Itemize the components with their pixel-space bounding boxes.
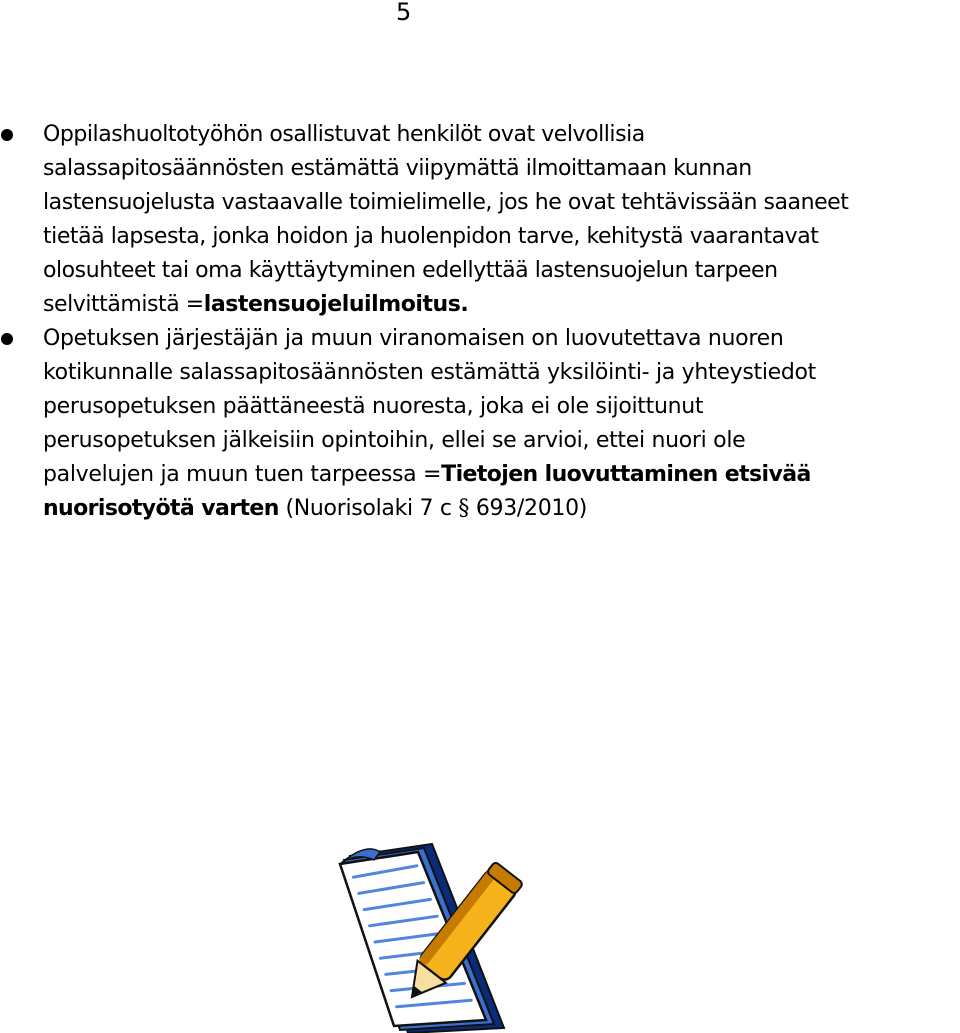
text-line: Opetuksen järjestäjän ja muun viranomaisen on luovutettava nuoren <box>43 326 784 351</box>
bullet-item-child-protection <box>0 118 960 322</box>
bullet-item-data-disclosure <box>0 322 960 526</box>
emphasis-youth-work: nuorisotyötä varten <box>43 496 279 521</box>
page-number: 5 <box>396 0 412 26</box>
text-line <box>43 458 960 492</box>
bullet-dot-icon <box>1 333 13 345</box>
bullet-dot-icon <box>1 129 13 141</box>
bullet-list <box>0 118 960 526</box>
text-fragment: selvittämistä = <box>43 292 204 317</box>
text-line: kotikunnalle salassapitosäännösten estämättä yksilöinti- ja yhteystiedot <box>43 360 817 385</box>
text-fragment: 693/2010) <box>469 496 588 521</box>
text-line: lastensuojelusta vastaavalle toimielimelle, jos he ovat tehtävissään saaneet <box>43 190 849 215</box>
text-line: perusopetuksen jälkeisiin opintoihin, ellei se arvioi, ettei nuori ole <box>43 428 746 453</box>
text-fragment: palvelujen ja muun tuen tarpeessa = <box>43 462 442 487</box>
text-line: salassapitosäännösten estämättä viipymättä ilmoittamaan kunnan <box>43 156 752 181</box>
text-line: olosuhteet tai oma käyttäytyminen edellyttää lastensuojelun tarpeen <box>43 258 778 283</box>
notepad-with-pencil-icon <box>336 838 562 1033</box>
text-line: perusopetuksen päättäneestä nuoresta, joka ei ole sijoittunut <box>43 394 704 419</box>
emphasis-child-protection-notice: lastensuojeluilmoitus. <box>203 292 469 317</box>
text-line <box>43 492 960 526</box>
text-line: Oppilashuoltotyöhön osallistuvat henkilöt ovat velvollisia <box>43 122 645 147</box>
section-sign: § <box>458 496 470 521</box>
text-fragment: (Nuorisolaki 7 c <box>278 496 459 521</box>
text-line: tietää lapsesta, jonka hoidon ja huolenpidon tarve, kehitystä vaarantavat <box>43 224 819 249</box>
emphasis-data-disclosure: Tietojen luovuttaminen etsivää <box>441 462 811 487</box>
text-line <box>43 288 960 322</box>
